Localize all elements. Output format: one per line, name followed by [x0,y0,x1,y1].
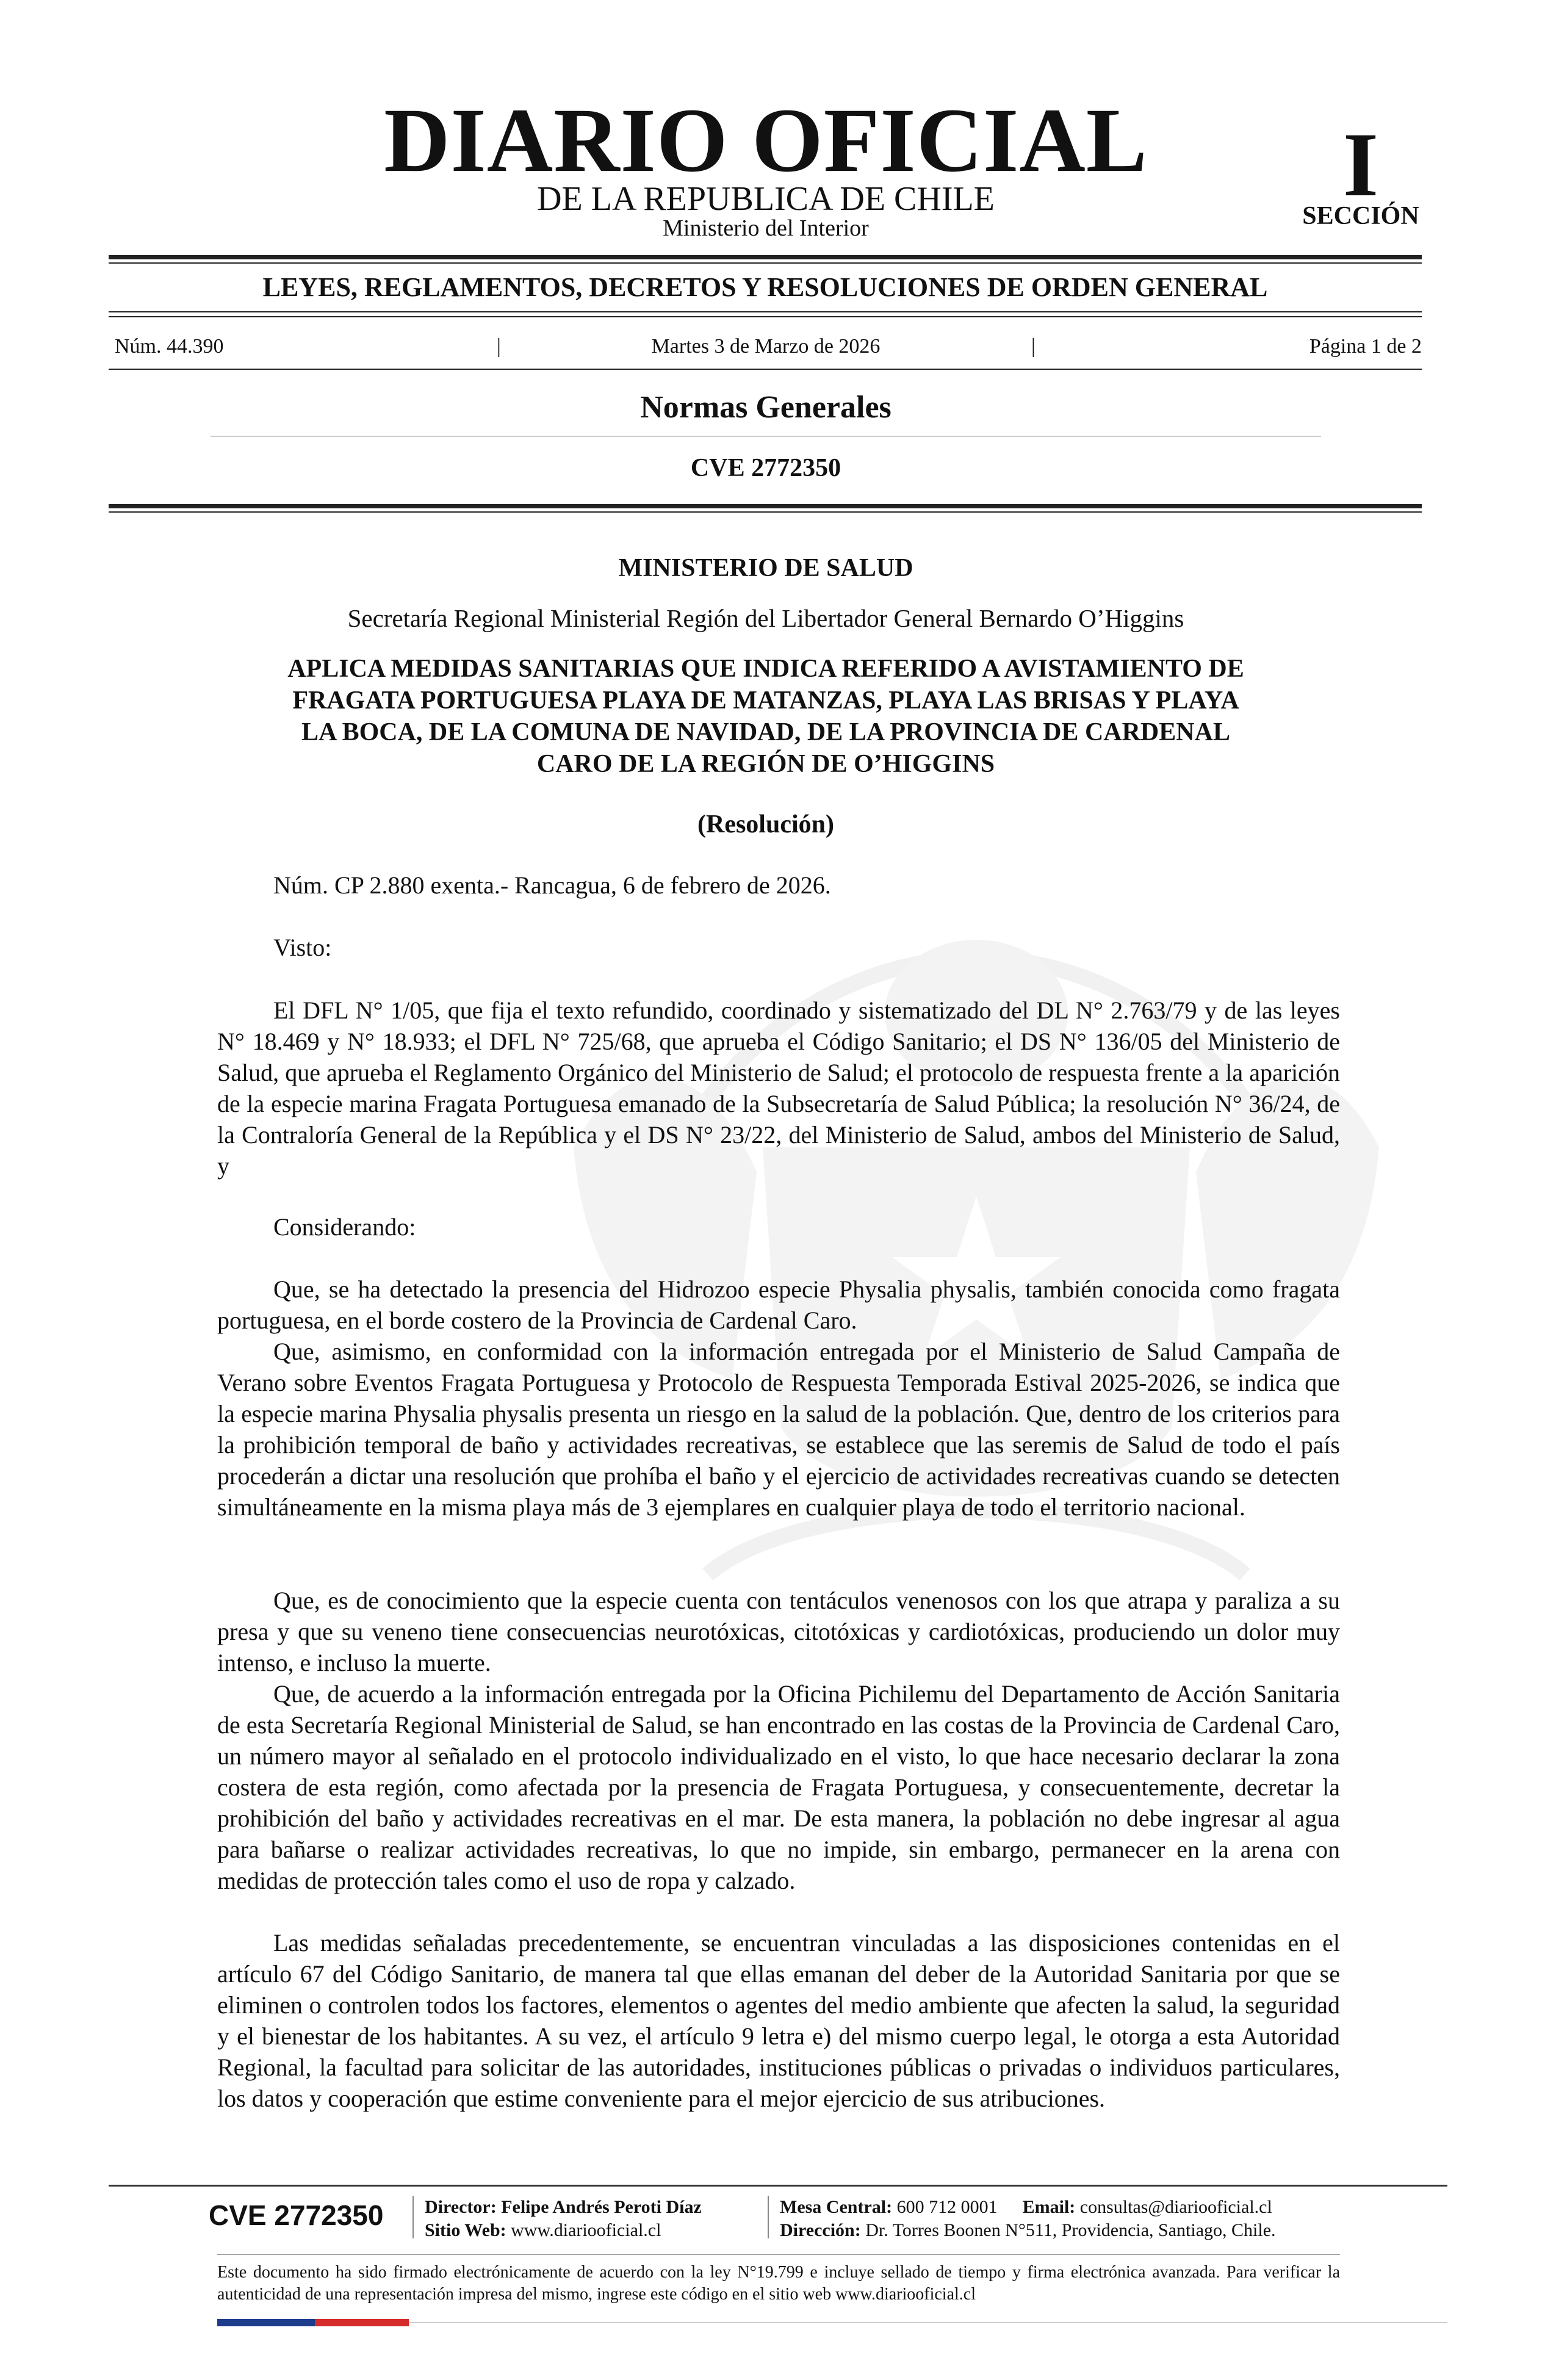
footer-website [425,2219,661,2242]
resolution-headline [207,653,1324,780]
footer-divider [768,2196,769,2238]
issue-number: Núm. 44.390 [115,335,224,358]
phone-label: Mesa Central: [780,2197,893,2217]
infobar-separator: | [497,335,501,358]
flag-stripe-red [315,2319,409,2326]
headline-line: APLICA MEDIDAS SANITARIAS QUE INDICA REFERIDO A AVISTAMIENTO DE [287,655,1244,683]
infobar-rule [109,369,1422,370]
email-link[interactable]: consultas@diariooficial.cl [1079,2197,1272,2217]
footer-divider [412,2196,414,2238]
director-label: Director: [425,2197,497,2217]
site-link[interactable]: www.diariooficial.cl [511,2220,661,2240]
infobar-separator: | [1031,335,1036,358]
footer-fine-print: Este documento ha sido firmado electrónicamente de acuerdo con la ley N°19.799 e incluye sellado de tiempo y firma electrónica avanzada. Para verificar la autenticidad de una representación impresa del mismo, ingrese este código en el sitio web www.diariooficial.cl [217,2263,1340,2304]
masthead-rule-thick [109,255,1422,259]
band-rule-top [109,311,1422,312]
considerando-paragraph: Que, de acuerdo a la información entregada por la Oficina Pichilemu del Departamento de Acción Sanitaria de esta Secretaría Regional Ministerial de Salud, se han encontrado en las costas de la Provincia de Cardenal Caro, un número mayor al señalado en el protocolo individualizado en el visto, lo que hace necesario declarar la zona costera de esta región, como afectada por la presencia de Fragata Portuguesa, y consecuentemente, decretar la prohibición del baño y actividades recreativas en el mar. De esta manera, la población no debe ingresar al agua para bañarse o realizar actividades recreativas, lo que no impide, sin embargo, permanecer en la arena con medidas de protección tales como el uso de ropa y calzado. [217,1680,1340,1894]
section-label: SECCIÓN [1302,202,1419,230]
footer-rule [109,2185,1447,2187]
footer-contact [780,2196,1272,2219]
considerando-paragraph: Las medidas señaladas precedentemente, se encuentran vinculadas a las disposiciones contenidas en el artículo 67 del Código Sanitario, de manera tal que ellas emanan del deber de la Autoridad Sanitaria por que se eliminen o controlen todos los factores, elementos o agentes del medio ambiente que afecten la salud, la seguridad y el bienestar de los habitantes. A su vez, el artículo 9 letra e) del mismo cuerpo legal, le otorga a esta Autoridad Regional, la facultad para solicitar de las autoridades, instituciones públicas o privadas o individuos particulares, los datos y cooperación que estime conveniente para el mejor ejercicio de sus atribuciones. [217,1929,1340,2112]
footer-bottom-line [409,2322,1447,2323]
masthead-subtitle: DE LA REPUBLICA DE CHILE [537,180,995,218]
email-label: Email: [1022,2197,1076,2217]
header-rule-thin [109,511,1422,513]
headline-line: LA BOCA, DE LA COMUNA DE NAVIDAD, DE LA PROVINCIA DE CARDENAL [301,718,1230,746]
address-value: Dr. Torres Boonen N°511, Providencia, Santiago, Chile. [865,2220,1276,2240]
secretaria-heading: Secretaría Regional Ministerial Región del Libertador General Bernardo O’Higgins [347,604,1184,632]
considerando-paragraph: Que, se ha detectado la presencia del Hidrozoo especie Physalia physalis, también conocida como fragata portuguesa, en el borde costero de la Provincia de Cardenal Caro. [217,1275,1340,1334]
ministry-heading: MINISTERIO DE SALUD [618,554,913,582]
footer-cve-code: CVE 2772350 [209,2199,384,2231]
masthead-rule-thin [109,262,1422,264]
norms-underline [211,436,1321,437]
considerando-paragraph: Que, es de conocimiento que la especie cuenta con tentáculos venenosos con los que atrapa y paraliza a su presa y que su veneno tiene consecuencias neurotóxicas, citotóxicas y cardiotóxicas, produciendo un dolor muy intenso, e incluso la muerte. [217,1587,1340,1676]
section-numeral: I [1342,114,1379,215]
cve-code: CVE 2772350 [690,454,841,482]
document-type: (Resolución) [697,810,834,838]
address-label: Dirección: [780,2220,861,2240]
considerando-paragraph: Que, asimismo, en conformidad con la información entregada por el Ministerio de Salud Campaña de Verano sobre Eventos Fragata Portuguesa y Protocolo de Respuesta Temporada Estival 2025-2026, se indica que la especie marina Physalia physalis presenta un riesgo en la salud de la población. Que, dentro de los criterios para la prohibición temporal de baño y actividades recreativas, se establece que las seremis de Salud de todo el país procederán a dictar una resolución que prohíba el baño y el ejercicio de actividades recreativas cuando se detecten simultáneamente en la misma playa más de 3 ejemplares en cualquier playa de todo el territorio nacional. [217,1338,1340,1521]
band-rule-top-2 [109,316,1422,317]
masthead-title: DIARIO OFICIAL [384,90,1148,191]
visto-heading: Visto: [273,934,332,961]
band-title: LEYES, REGLAMENTOS, DECRETOS Y RESOLUCIONES DE ORDEN GENERAL [262,272,1268,302]
norms-title: Normas Generales [640,390,891,425]
footer-address [780,2219,1276,2242]
flag-stripe-blue [217,2319,315,2326]
site-label: Sitio Web: [425,2220,506,2240]
masthead-ministry: Ministerio del Interior [663,215,869,241]
issue-date: Martes 3 de Marzo de 2026 [651,335,881,358]
visto-paragraph: El DFL N° 1/05, que fija el texto refundido, coordinado y sistematizado del DL N° 2.763/79 y de las leyes N° 18.469 y N° 18.933; el DFL N° 725/68, que aprueba el Código Sanitario; el DS N° 136/05 del Ministerio de Salud, que aprueba el Reglamento Orgánico del Ministerio de Salud; el protocolo de respuesta frente a la aparición de la especie marina Fragata Portuguesa emanado de la Subsecretaría de Salud Pública; la resolución N° 36/24, de la Contraloría General de la República y el DS N° 23/22, del Ministerio de Salud, ambos del Ministerio de Salud, y [217,997,1340,1180]
footer-director [425,2196,702,2219]
headline-line: CARO DE LA REGIÓN DE O’HIGGINS [536,750,995,778]
header-rule-thick [109,504,1422,508]
phone-number: 600 712 0001 [896,2197,998,2217]
chile-seal-watermark [500,830,1452,1697]
footer-fine-rule [217,2254,1340,2255]
director-name: Felipe Andrés Peroti Díaz [501,2197,702,2217]
resolution-number-line: Núm. CP 2.880 exenta.- Rancagua, 6 de febrero de 2026. [273,871,831,899]
considerando-heading: Considerando: [273,1213,416,1241]
page-indicator: Página 1 de 2 [1309,335,1422,358]
headline-line: FRAGATA PORTUGUESA PLAYA DE MATANZAS, PLAYA LAS BRISAS Y PLAYA [292,687,1239,715]
